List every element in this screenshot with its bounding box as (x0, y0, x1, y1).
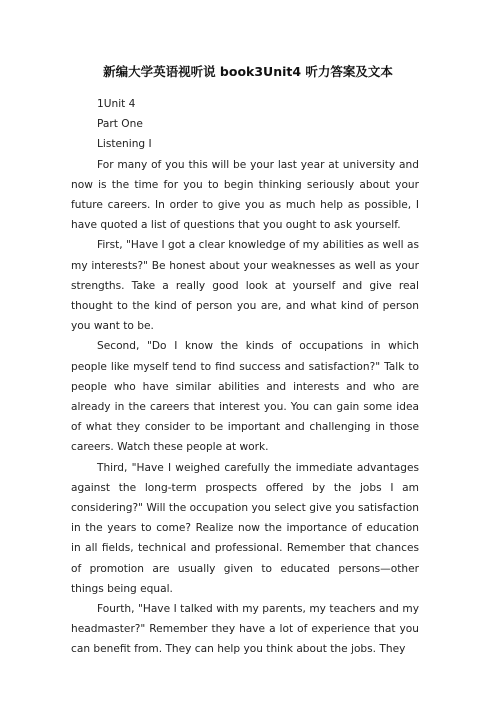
paragraph-fourth: Fourth, "Have I talked with my parents, my teachers and my headmaster?" Remember they have a lot of experience that you can benefit from. They can help you think about the jobs. They (71, 603, 419, 656)
part-label: Part One (97, 118, 143, 131)
paragraph-intro: For many of you this will be your last year at university and now is the time for you to begin thinking seriously about your future careers. In order to give you as much help as possible, I have quoted a list of questions that you ought to ask yourself. (71, 158, 419, 232)
section-label: Listening I (97, 138, 152, 151)
document-body (71, 94, 419, 660)
paragraph-second: Second, "Do I know the kinds of occupations in which people like myself tend to find success and satisfaction?" Talk to people who have similar abilities and interests and who are already in the careers that interest you. You can gain some idea of what they consider to be important and challenging in those careers. Watch these people at work. (71, 340, 419, 454)
document-title: 新编大学英语视听说 book3Unit4 听力答案及文本 (103, 64, 393, 79)
paragraph-third: Third, "Have I weighed carefully the immediate advantages against the long-term prospects offered by the jobs I am considering?" Will the occupation you select give you satisfaction in the years to come? Realize now the importance of education in all fields, technical and professional. Remember that chances of promotion are usually given to educated persons—other things being equal. (71, 461, 419, 595)
unit-label: 1Unit 4 (97, 98, 136, 110)
paragraph-first: First, "Have I got a clear knowledge of my abilities as well as my interests?" Be honest about your weaknesses as well as your strengths. Take a really good look at yourself and give real thought to the kind of person you are, and what kind of person you want to be. (71, 239, 419, 333)
